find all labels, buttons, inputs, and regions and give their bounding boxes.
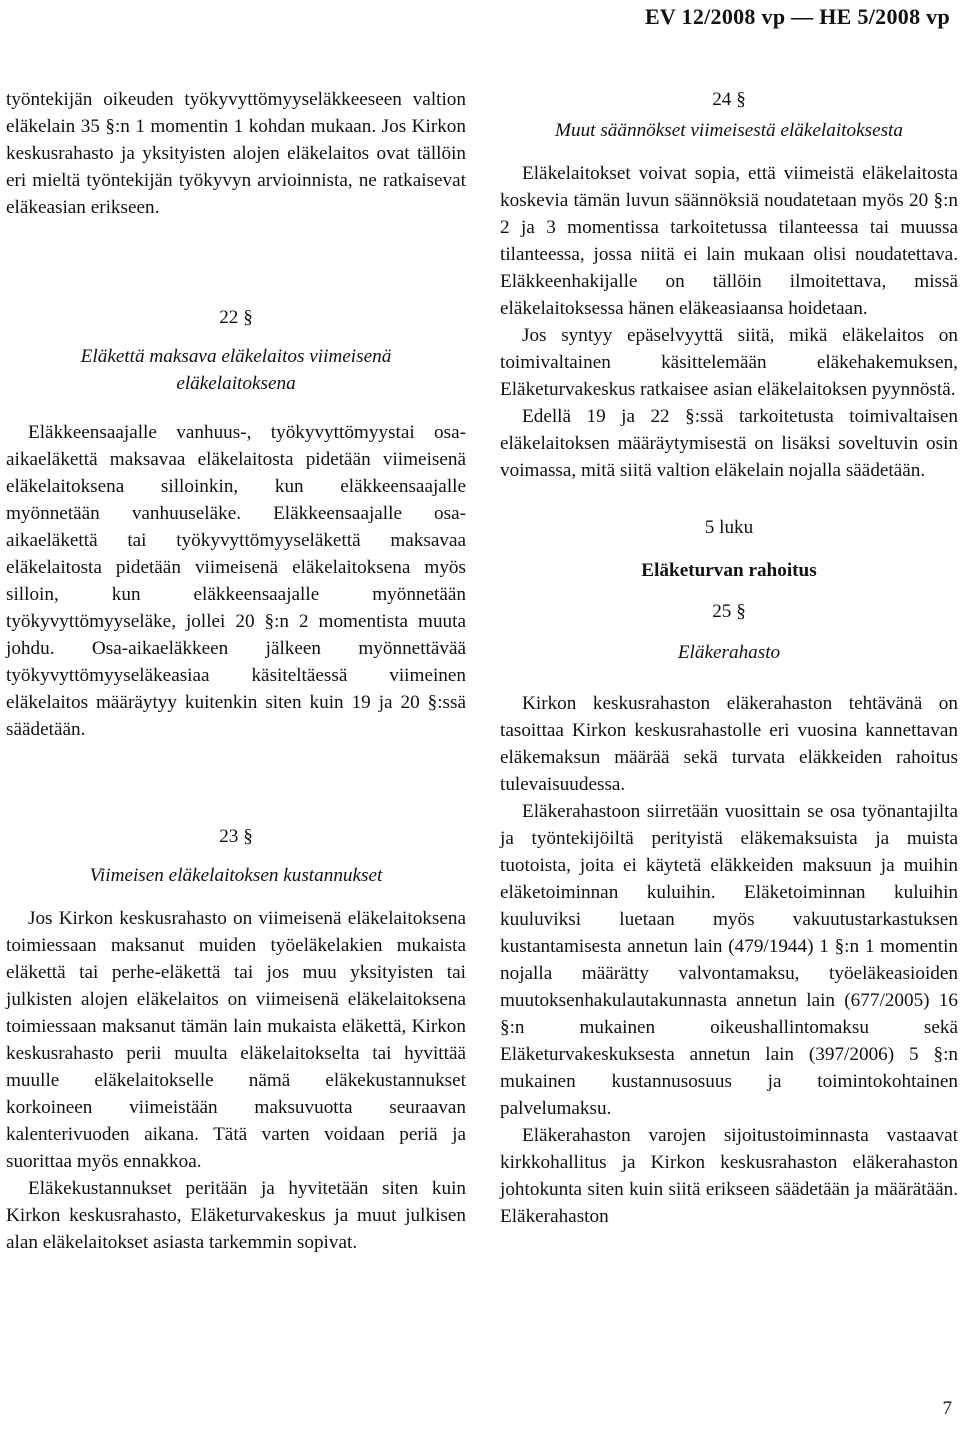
section-23-number: 23 § xyxy=(219,826,253,847)
section-24-title: Muut säännökset viimeisestä eläkelaitoksesta xyxy=(555,120,903,141)
section-22-paragraph: Eläkkeensaajalle vanhuus-, työkyvyttömyystai osa-aikaeläkettä maksavaa eläkelaitosta pidetään viimeisenä eläkelaitoksena silloinkin, kun eläkkeensaajalle myönnetään vanhuuseläke. Eläkkeensaajalle osa-aikaeläkettä tai työkyvyttömyyseläkettä maksavaa eläkelaitosta pidetään viimeisenä eläkelaitoksena myös silloin, kun eläkkeensaajalle myönnetään työkyvyttömyyseläke, jollei 20 §:n 2 momentista muuta johdu. Osa-aikaeläkkeen jälkeen myönnettävää työkyvyttömyyseläkeasiaa käsiteltäessä viimeinen eläkelaitos määräytyy kuitenkin siten kuin 19 ja 20 §:ssä säädetään. xyxy=(6,422,466,740)
section-23-paragraph-2: Eläkekustannukset peritään ja hyvitetään siten kuin Kirkon keskusrahasto, Eläketurvakeskus ja muut julkisen alan eläkelaitokset asiasta tarkemmin sopivat. xyxy=(6,1178,466,1253)
section-23-paragraph-1: Jos Kirkon keskusrahasto on viimeisenä eläkelaitoksena toimiessaan maksanut muiden työeläkelakien mukaista eläkettä tai perhe-eläkettä tai jos muu yksityisten tai julkisten alojen eläkelaitos on viimeisenä eläkelaitoksena toimiessaan maksanut tämän lain mukaista eläkettä, Kirkon keskusrahasto perii muulta eläkelaitokselta tai hyvittää muulle eläkelaitokselle nämä eläkekustannukset korkoineen viimeistään maksuvuotta seuraavan kalenterivuoden aikana. Tätä varten voidaan periä ja suorittaa myös ennakkoa. xyxy=(6,908,466,1172)
section-24-paragraph-1: Eläkelaitokset voivat sopia, että viimeistä eläkelaitosta koskevia tämän luvun säännöksiä noudatetaan myös 20 §:n 2 ja 3 momentissa tarkoitetussa tilanteessa tai muussa tilanteessa, jossa niitä ei lain mukaan olisi noudatettava. Eläkkeenhakijalle on tällöin ilmoitettava, missä eläkelaitoksessa hänen eläkeasiaansa hoidetaan. xyxy=(500,163,958,319)
section-22-title: Eläkettä maksava eläkelaitos viimeisenä eläkelaitoksena xyxy=(80,346,392,394)
section-25-paragraph-1: Kirkon keskusrahaston eläkerahaston tehtävänä on tasoittaa Kirkon keskusrahastolle eri vuosina kannettavan eläkemaksun määrää sekä turvata eläkkeiden rahoitus tulevaisuudessa. xyxy=(500,693,958,795)
intro-paragraph: työntekijän oikeuden työkyvyttömyyseläkkeeseen valtion eläkelain 35 §:n 1 momentin 1 kohdan mukaan. Jos Kirkon keskusrahasto ja yksityisten alojen eläkelaitos ovat tällöin eri mieltä työntekijän työkyvyn arvioinnista, ne ratkaisevat eläkeasian erikseen. xyxy=(6,89,466,218)
page-number: 7 xyxy=(942,1398,952,1419)
section-24-number: 24 § xyxy=(712,89,746,110)
left-column xyxy=(6,86,466,1256)
section-24-paragraph-2: Jos syntyy epäselvyyttä siitä, mikä eläkelaitos on toimivaltainen käsittelemään eläkehakemuksen, Eläketurvakeskus ratkaisee asian eläkelaitoksen pyynnöstä. xyxy=(500,325,958,400)
section-25-paragraph-3: Eläkerahaston varojen sijoitustoiminnasta vastaavat kirkkohallitus ja Kirkon keskusrahaston eläkerahaston johtokunta siten kuin siitä erikseen säädetään ja määrätään. Eläkerahaston xyxy=(500,1125,958,1227)
chapter-5-number: 5 luku xyxy=(704,517,754,538)
document-header: EV 12/2008 vp — HE 5/2008 vp xyxy=(644,4,950,29)
section-25-paragraph-2: Eläkerahastoon siirretään vuosittain se osa työnantajilta ja työntekijöiltä perityistä eläkemaksuista ja muista tuotoista, joita ei käytetä eläkkeiden maksuun ja muihin eläketoiminnan kuluihin. Eläketoiminnan kuluihin kuuluviksi luetaan myös vakuutustarkastuksen kustantamisesta annetun lain (479/1944) 1 §:n 1 momentin nojalla määrätty valvontamaksu, työeläkeasioiden muutoksenhakulautakunnasta annetun lain (677/2005) 16 §:n mukainen oikeushallintomaksu sekä Eläketurvakeskuksesta annetun lain (397/2006) 5 §:n mukainen kustannusosuus ja toimintokohtainen palvelumaksu. xyxy=(500,801,958,1119)
chapter-5-title: Eläketurvan rahoitus xyxy=(641,560,817,581)
section-25-number: 25 § xyxy=(712,601,746,622)
section-25-title: Eläkerahasto xyxy=(677,642,781,663)
section-24-paragraph-3: Edellä 19 ja 22 §:ssä tarkoitetusta toimivaltaisen eläkelaitoksen määräytymisestä on lisäksi soveltuvin osin voimassa, mitä siitä valtion eläkelain nojalla säädetään. xyxy=(500,406,958,481)
right-column xyxy=(500,86,958,1230)
section-23-title: Viimeisen eläkelaitoksen kustannukset xyxy=(89,865,383,886)
section-22-number: 22 § xyxy=(219,307,253,328)
